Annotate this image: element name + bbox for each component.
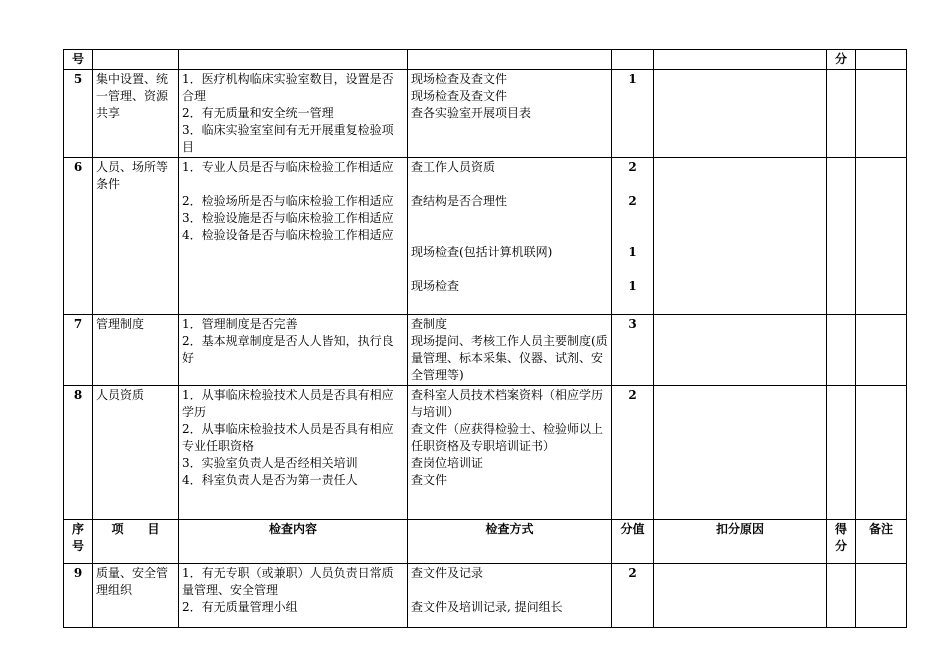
row-score [827, 70, 856, 158]
row-points: 1 [612, 70, 654, 158]
row-item: 集中设置、统一管理、资源共享 [93, 70, 179, 158]
header-note: 备注 [856, 520, 907, 564]
table-row [64, 158, 907, 315]
row-note [856, 70, 907, 158]
inspection-table [63, 49, 907, 628]
header-method: 检查方式 [408, 520, 612, 564]
table-row [64, 70, 907, 158]
table-row-continued-header [64, 50, 907, 70]
row-deduction-reason [654, 158, 827, 315]
row-note [856, 158, 907, 315]
row-note [856, 315, 907, 386]
row-points: 3 [612, 315, 654, 386]
row-points: 2 [612, 564, 654, 628]
row-score [827, 386, 856, 520]
header-content: 检查内容 [179, 520, 408, 564]
seq-header-tail: 号 [64, 50, 93, 70]
row-item: 管理制度 [93, 315, 179, 386]
header-points: 分值 [612, 520, 654, 564]
table-header-row [64, 520, 907, 564]
row-item: 人员、场所等条件 [93, 158, 179, 315]
row-deduction-reason [654, 564, 827, 628]
row-note [856, 386, 907, 520]
row-deduction-reason [654, 70, 827, 158]
row-score [827, 158, 856, 315]
row-content: 1．管理制度是否完善 2．基本规章制度是否人人皆知，执行良好 [179, 315, 408, 386]
row-content: 1．从事临床检验技术人员是否具有相应学历 2．从事临床检验技术人员是否具有相应专业任职资格 3．实验室负责人是否经相关培训 4．科室负责人是否为第一责任人 [179, 386, 408, 520]
header-score: 得分 [827, 520, 856, 564]
row-item: 人员资质 [93, 386, 179, 520]
row-method: 现场检查及查文件 现场检查及查文件 查各实验室开展项目表 [408, 70, 612, 158]
row-method: 查科室人员技术档案资料（相应学历与培训） 查文件（应获得检验士、检验师以上任职资格及专职培训证书） 查岗位培训证 查文件 [408, 386, 612, 520]
header-reason: 扣分原因 [654, 520, 827, 564]
header-item: 项 目 [93, 520, 179, 564]
row-content: 1．医疗机构临床实验室数目，设置是否合理 2．有无质量和安全统一管理 3．临床实验室室间有无开展重复检验项目 [179, 70, 408, 158]
header-seq: 序号 [64, 520, 93, 564]
row-method: 查制度 现场提问、考核工作人员主要制度(质量管理、标本采集、仪器、试剂、安全管理等) [408, 315, 612, 386]
row-note [856, 564, 907, 628]
table-row [64, 315, 907, 386]
row-deduction-reason [654, 386, 827, 520]
table-row [64, 564, 907, 628]
row-content: 1．专业人员是否与临床检验工作相适应 2．检验场所是否与临床检验工作相适应 3．检验设施是否与临床检验工作相适应 4．检验设备是否与临床检验工作相适应 [179, 158, 408, 315]
row-method: 查文件及记录 查文件及培训记录, 提问组长 [408, 564, 612, 628]
row-points: 2 2 1 1 [612, 158, 654, 315]
row-deduction-reason [654, 315, 827, 386]
row-number: 7 [64, 315, 93, 386]
row-points: 2 [612, 386, 654, 520]
row-number: 9 [64, 564, 93, 628]
row-method: 查工作人员资质 查结构是否合理性 现场检查(包括计算机联网) 现场检查 [408, 158, 612, 315]
row-content: 1．有无专职（或兼职）人员负责日常质量管理、安全管理 2．有无质量管理小组 [179, 564, 408, 628]
score-header-tail: 分 [827, 50, 856, 70]
row-score [827, 315, 856, 386]
row-number: 6 [64, 158, 93, 315]
row-number: 5 [64, 70, 93, 158]
row-number: 8 [64, 386, 93, 520]
row-score [827, 564, 856, 628]
row-item: 质量、安全管理组织 [93, 564, 179, 628]
table-row [64, 386, 907, 520]
